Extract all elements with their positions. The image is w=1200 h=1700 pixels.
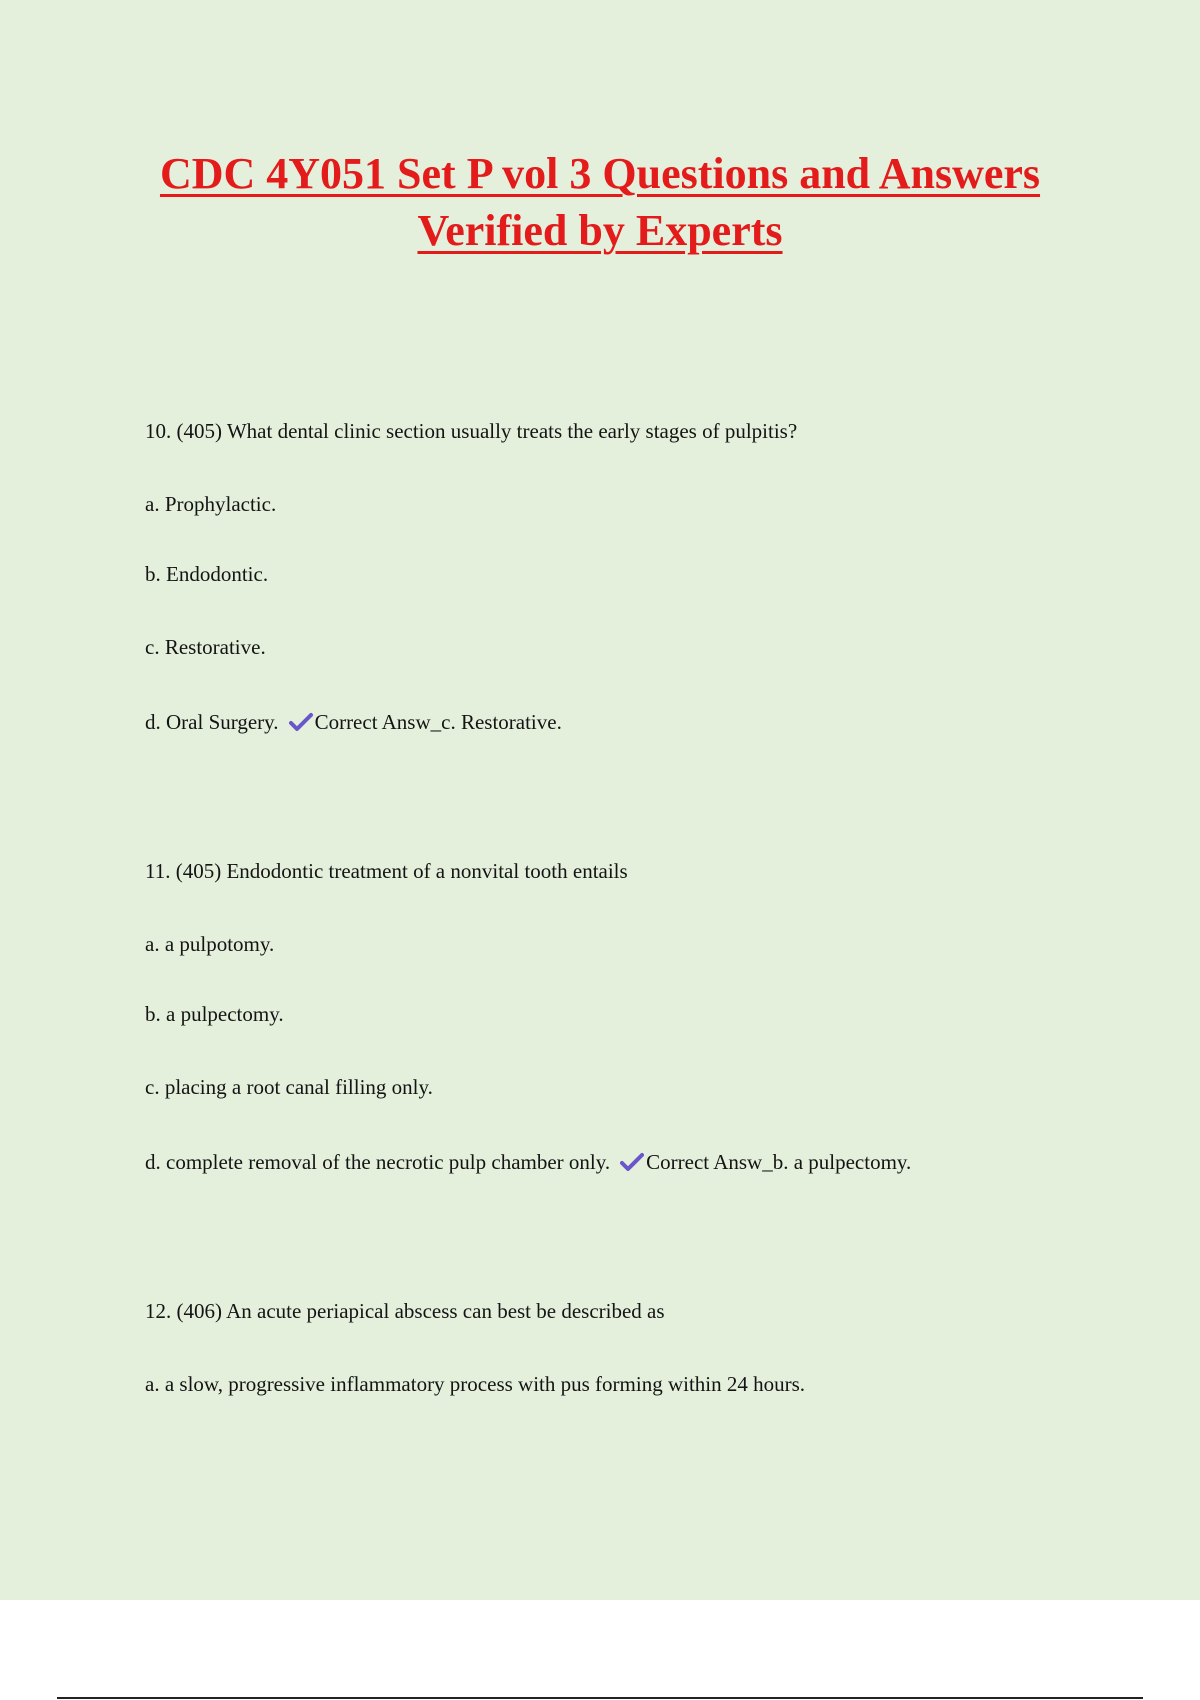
- document-title: CDC 4Y051 Set P vol 3 Questions and Answers Verified by Experts: [159, 149, 1041, 255]
- question-11-option-b: b. a pulpectomy.: [145, 1002, 284, 1026]
- question-11-option-d: d. complete removal of the necrotic pulp chamber only.: [145, 1150, 611, 1174]
- question-10-option-c: c. Restorative.: [145, 635, 266, 659]
- question-12-option-a: a. a slow, progressive inflammatory process with pus forming within 24 hours.: [145, 1372, 806, 1396]
- question-10-text: 10. (405) What dental clinic section usually treats the early stages of pulpitis?: [145, 419, 798, 443]
- question-12-text: 12. (406) An acute periapical abscess can best be described as: [145, 1299, 665, 1323]
- footer-divider: [57, 1697, 1143, 1699]
- question-10-option-d: d. Oral Surgery.: [145, 710, 279, 734]
- question-11-answer: Correct Answ_b. a pulpectomy.: [646, 1150, 912, 1174]
- question-11-option-a: a. a pulpotomy.: [145, 932, 275, 956]
- question-11-option-c: c. placing a root canal filling only.: [145, 1075, 433, 1099]
- question-10-option-b: b. Endodontic.: [145, 562, 269, 586]
- checkmark-icon: [289, 712, 313, 732]
- question-10-option-d-line: [145, 709, 562, 735]
- question-11-text: 11. (405) Endodontic treatment of a nonvital tooth entails: [145, 859, 628, 883]
- question-10-option-a: a. Prophylactic.: [145, 492, 277, 516]
- question-11-option-d-line: [145, 1149, 911, 1175]
- question-10-answer: Correct Answ_c. Restorative.: [314, 710, 562, 734]
- checkmark-icon: [620, 1152, 644, 1172]
